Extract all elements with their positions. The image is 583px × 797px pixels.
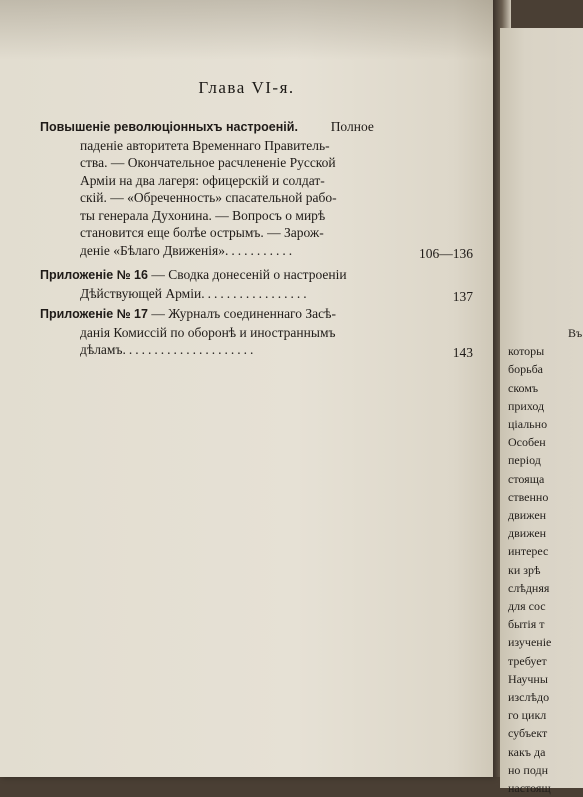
page-number: 143 — [452, 345, 473, 360]
right-page-line: бытія т — [508, 617, 545, 632]
right-page-line: ки зрѣ — [508, 562, 541, 577]
right-page-line: скомъ — [508, 380, 539, 395]
right-page-line: Научны — [508, 671, 548, 686]
entry-text: становится еще болѣе острымъ. — Зарож- — [80, 225, 324, 240]
right-page-line: какъ да — [508, 744, 546, 759]
entry-text: — Журналъ соединеннаго Засѣ- — [147, 306, 336, 321]
entry-text: паденіе авторитета Временнаго Правитель- — [80, 137, 330, 153]
entry-text: дѣламъ — [80, 342, 123, 357]
entry-text: Полное — [330, 119, 374, 134]
chapter-title: Глава VI-я. — [198, 78, 295, 97]
right-page-line: борьба — [508, 362, 544, 377]
right-page-line: интерес — [508, 544, 549, 559]
right-page-line: стояща — [508, 471, 545, 486]
right-page-line: изученіе — [508, 635, 552, 650]
right-page-line: настоящ — [508, 781, 551, 795]
right-page-line: ственно — [508, 489, 549, 504]
right-page-line: слѣдняя — [508, 580, 550, 595]
right-page-line: ціально — [508, 417, 548, 431]
right-page-line: період — [508, 453, 541, 468]
right-page-line: го цикл — [508, 708, 547, 723]
toc-entry-3 — [40, 305, 473, 359]
entry-heading: Приложеніе № 16 — [40, 268, 148, 282]
right-page-line: требует — [508, 653, 547, 668]
right-page-line: которы — [508, 344, 545, 359]
dot-leader: ........... — [224, 242, 296, 258]
page-number: 137 — [452, 288, 473, 304]
right-page-line: изслѣдо — [508, 690, 550, 704]
entry-text: скій. — «Обреченность» спасательной рабо- — [80, 190, 337, 205]
entry-text: данія Комиссій по оборонѣ и иностраннымъ — [80, 324, 336, 340]
right-page-line: приход — [508, 398, 545, 413]
entry-text: деніе «Бѣлаго Движенія» — [80, 242, 225, 258]
right-page-line: движен — [508, 526, 547, 541]
page-number: 106—136 — [419, 245, 473, 261]
entry-heading: Повышеніе революціонныхъ настроеній. — [40, 120, 298, 134]
entry-text: ства. — Окончательное расчлененіе Русской — [80, 155, 336, 170]
entry-text: — Сводка донесеній о настроеніи — [147, 267, 347, 282]
right-page-line: но подн — [508, 762, 549, 777]
entry-text: ты генерала Духонина. — Вопросъ о мирѣ — [80, 207, 326, 223]
right-page-line: для сос — [508, 599, 546, 613]
entry-text: Арміи на два лагеря: офицерскій и солдат- — [80, 172, 325, 188]
dot-leader: ................. — [201, 285, 310, 301]
entry-text: Дѣйствующей Арміи — [80, 285, 202, 301]
right-page-line: субъект — [508, 726, 548, 741]
right-page-line: движен — [508, 508, 547, 522]
right-page-line: Особен — [508, 435, 546, 450]
entry-heading: Приложеніе № 17 — [40, 307, 148, 321]
toc-entry-2 — [40, 266, 473, 302]
toc-entry-1 — [40, 118, 473, 259]
dot-leader: ..................... — [122, 342, 257, 357]
right-page-line: Въ — [568, 326, 583, 340]
